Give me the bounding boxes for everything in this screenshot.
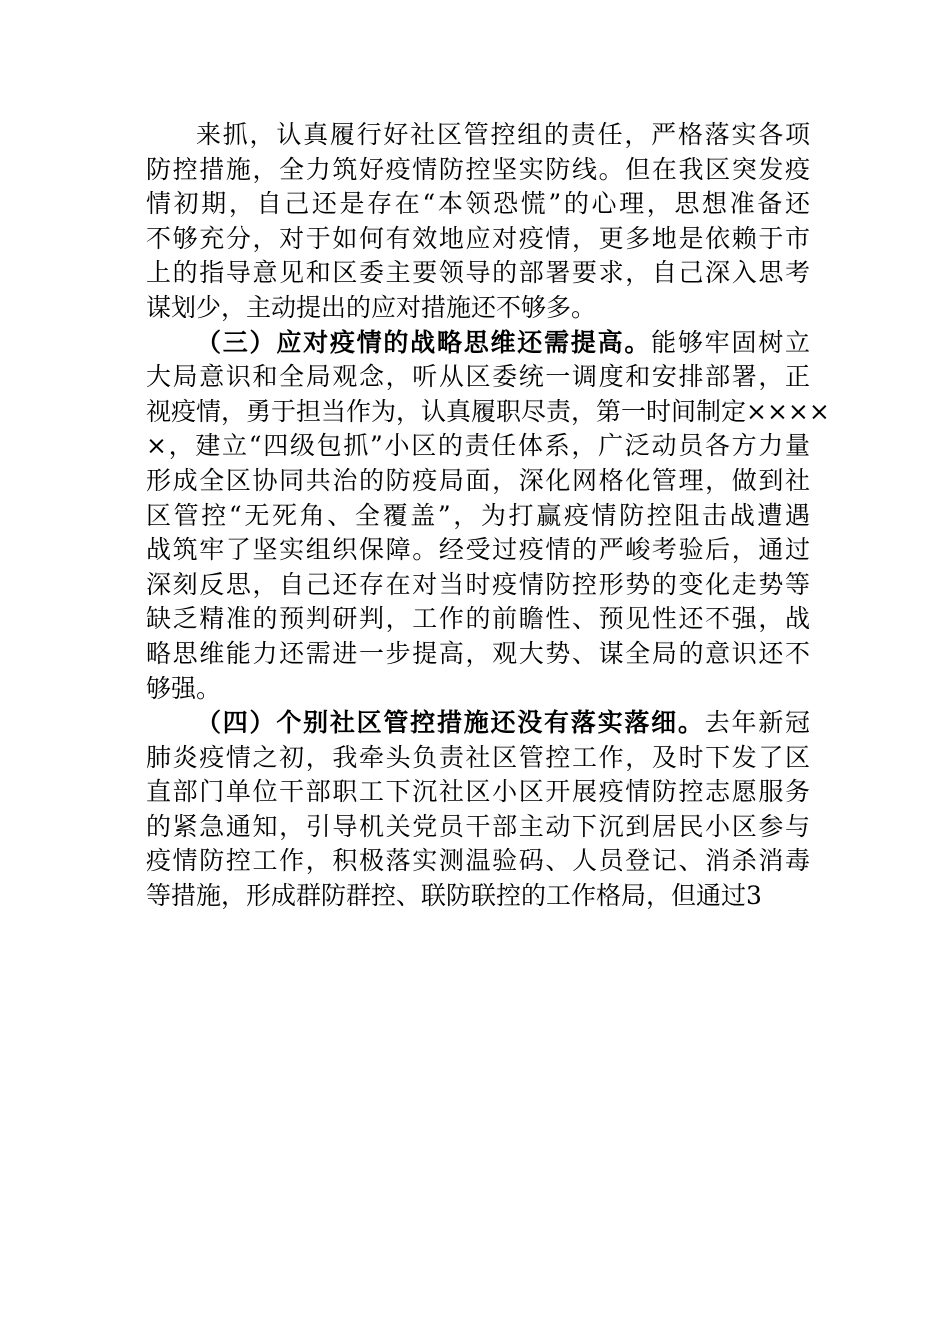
text-line	[146, 187, 810, 222]
paragraph-text: 能够牢固树立	[651, 327, 810, 357]
text-line	[146, 395, 830, 430]
paragraph-text: 去年新冠	[704, 708, 810, 738]
text-line	[146, 775, 810, 810]
paragraph-text: 形成全区协同共治的防疫局面，深化网格化管理，做到社	[146, 465, 810, 495]
paragraph-text: 深刻反思，自己还存在对当时疫情防控形势的变化走势等	[146, 569, 810, 599]
paragraph-text: 区管控“无死角、全覆盖”，为打赢疫情防控阻击战遭遇	[146, 500, 810, 530]
text-line	[146, 844, 810, 879]
text-line	[146, 602, 810, 637]
text-line	[146, 360, 810, 395]
paragraph-text: 谋划少，主动提出的应对措施还不够多。	[146, 292, 597, 322]
text-line	[146, 222, 810, 257]
text-line	[146, 637, 810, 672]
text-line	[146, 672, 810, 707]
text-line	[146, 153, 810, 188]
text-line	[146, 879, 810, 914]
text-line	[146, 256, 810, 291]
paragraph-text: 视疫情，勇于担当作为，认真履职尽责，第一时间制定××××	[146, 396, 830, 426]
paragraph-text: 战筑牢了坚实组织保障。经受过疫情的严峻考验后，通过	[146, 535, 810, 565]
text-line	[146, 118, 810, 153]
paragraph-text: 来抓，认真履行好社区管控组的责任，严格落实各项	[196, 120, 810, 149]
paragraph-text: 不够充分，对于如何有效地应对疫情，更多地是依赖于市	[146, 223, 810, 253]
paragraph-text: ×，建立“四级包抓”小区的责任体系，广泛动员各方力量	[146, 431, 810, 461]
paragraph-text: 等措施，形成群防群控、联防联控的工作格局，但通过3	[146, 881, 762, 911]
paragraph-text: 大局意识和全局观念，听从区委统一调度和安排部署，正	[146, 362, 810, 392]
section-heading: （四）个别社区管控措施还没有落实落细。	[196, 708, 705, 738]
text-line	[146, 326, 810, 361]
text-line	[146, 741, 810, 776]
paragraph-text: 情初期，自己还是存在“本领恐慌”的心理，思想准备还	[146, 189, 810, 219]
text-line	[146, 810, 810, 845]
paragraph-text: 上的指导意见和区委主要领导的部署要求，自己深入思考	[146, 258, 810, 288]
paragraph-text: 够强。	[146, 673, 222, 703]
text-line	[146, 499, 810, 534]
paragraph-text: 直部门单位干部职工下沉社区小区开展疫情防控志愿服务	[146, 777, 810, 807]
paragraph-text: 肺炎疫情之初，我牵头负责社区管控工作，及时下发了区	[146, 742, 810, 772]
text-line	[146, 291, 810, 326]
section-heading: （三）应对疫情的战略思维还需提高。	[196, 327, 652, 357]
text-line	[146, 464, 810, 499]
text-line	[146, 568, 810, 603]
body-text	[146, 118, 830, 914]
text-line	[146, 429, 810, 464]
text-line	[146, 706, 810, 741]
paragraph-text: 的紧急通知，引导机关党员干部主动下沉到居民小区参与	[146, 811, 810, 841]
paragraph-text: 略思维能力还需进一步提高，观大势、谋全局的意识还不	[146, 638, 810, 668]
paragraph-text: 疫情防控工作，积极落实测温验码、人员登记、消杀消毒	[146, 846, 810, 876]
text-line	[146, 533, 810, 568]
paragraph-text: 缺乏精准的预判研判，工作的前瞻性、预见性还不强，战	[146, 604, 810, 634]
paragraph-text: 防控措施，全力筑好疫情防控坚实防线。但在我区突发疫	[146, 154, 810, 184]
